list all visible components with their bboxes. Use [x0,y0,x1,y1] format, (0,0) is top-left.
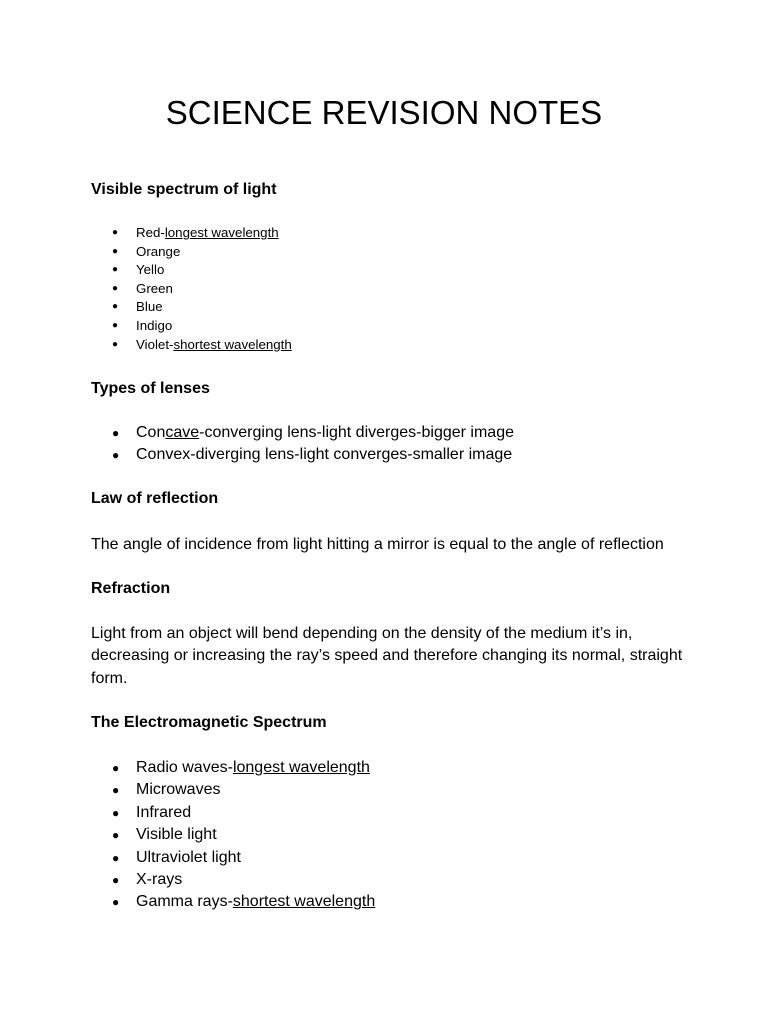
refraction-text: Light from an object will bend depending on the density of the medium it’s in, decreasing or increasing the ray’s speed and therefore changing its normal, straight form. [91,625,683,687]
list-item [91,802,375,824]
electromagnetic-spectrum-list [91,757,375,914]
visible-spectrum-list [91,224,292,354]
heading-refraction: Refraction [91,580,171,597]
list-item-text: Con [136,424,166,441]
list-item-text: X-rays [136,871,183,889]
list-item [91,317,292,336]
list-item [91,243,292,262]
page-title: SCIENCE REVISION NOTES [165,94,603,131]
list-item [91,444,514,466]
list-item [91,869,375,891]
list-item-text: Ultraviolet light [136,848,241,866]
underlined-text: longest wavelength [164,225,279,240]
list-item [91,891,375,913]
heading-types-of-lenses: Types of lenses [91,380,210,397]
list-item-text: Red- [136,225,165,240]
list-item-text: Green [136,280,173,296]
list-item [91,847,375,869]
list-item-text: Radio waves- [136,759,233,776]
list-item-text: Orange [136,243,181,259]
list-item [91,824,375,846]
list-item-text: Convex-diverging lens-light converges-smaller image [136,446,513,464]
list-item [91,298,292,317]
list-item-text: Microwaves [136,781,221,799]
list-item-text: Infrared [136,803,192,821]
list-item-text: Visible light [136,826,217,844]
underlined-text: longest wavelength [232,759,370,776]
list-item-text: -converging lens-light diverges-bigger image [199,424,514,441]
list-item [91,261,292,280]
list-item-text: Violet- [136,336,174,352]
list-item-text: Yello [136,262,165,278]
list-item-text: Blue [136,299,163,315]
list-item-text: Indigo [136,317,173,333]
list-item [91,280,292,299]
heading-visible-spectrum: Visible spectrum of light [91,181,277,198]
list-item [91,779,375,801]
underlined-text: cave [165,424,200,441]
underlined-text: shortest wavelength [232,893,376,911]
underlined-text: shortest wavelength [173,336,292,352]
list-item [91,422,514,444]
list-item [91,757,375,779]
list-item [91,336,292,355]
lenses-list [91,422,514,467]
heading-electromagnetic-spectrum: The Electromagnetic Spectrum [91,714,327,731]
reflection-text: The angle of incidence from light hitting a mirror is equal to the angle of reflection [91,536,664,553]
list-item-text: Gamma rays- [136,893,233,911]
heading-law-of-reflection: Law of reflection [91,490,219,507]
list-item [91,224,292,243]
